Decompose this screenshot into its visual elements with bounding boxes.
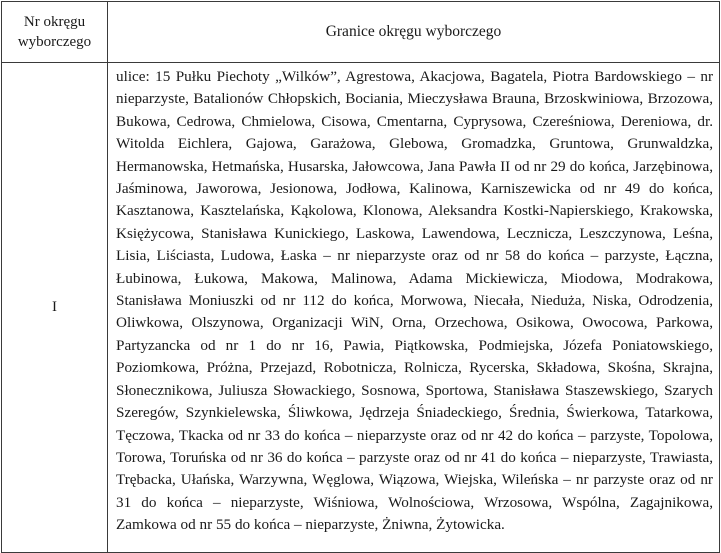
table-header-row [2,2,720,63]
district-number-cell: I [2,63,108,553]
district-boundaries-cell: ulice: 15 Pułku Piechoty „Wilków”, Agrestowa, Akacjowa, Bagatela, Piotra Bardowskiego – nr nieparzyste, Batalionów Chłopskich, Bociania, Mieczysława Brauna, Brzoskwiniowa, Brzozowa, Bukowa, Cedrowa, Chmielowa, Cisowa, Cmentarna, Cyprysowa, Czereśniowa, Dereniowa, dr. Witolda Eichlera, Gajowa, Garażowa, Glebowa, Gromadzka, Gruntowa, Grunwaldzka, Hermanowska, Hetmańska, Husarska, Jałowcowa, Jana Pawła II od nr 29 do końca, Jarzębinowa, Jaśminowa, Jaworowa, Jesionowa, Jodłowa, Kalinowa, Karniszewicka od nr 49 do końca, Kasztanowa, Kasztelańska, Kąkolowa, Klonowa, Aleksandra Kostki-Napierskiego, Krakowska, Księżycowa, Stanisława Kunickiego, Laskowa, Lawendowa, Lecznicza, Leszczynowa, Leśna, Lisia, Liściasta, Ludowa, Łaska – nr nieparzyste oraz od nr 58 do końca – parzyste, Łączna, Łubinowa, Łukowa, Makowa, Malinowa, Adama Mickiewicza, Miodowa, Modrakowa, Stanisława Moniuszki od nr 112 do końca, Morwowa, Niecała, Nieduża, Niska, Odrodzenia, Oliwkowa, Olszynowa, Organizacji WiN, Orna, Orzechowa, Osikowa, Owocowa, Parkowa, Partyzancka od nr 1 do nr 16, Pawia, Piątkowska, Podmiejska, Józefa Poniatowskiego, Poziomkowa, Próżna, Przejazd, Robotnicza, Rolnicza, Rycerska, Składowa, Skośna, Skrajna, Słonecznikowa, Juliusza Słowackiego, Sosnowa, Sportowa, Stanisława Staszewskiego, Szarych Szeregów, Szynkielewska, Śliwkowa, Jędrzeja Śniadeckiego, Średnia, Świerkowa, Tatarkowa, Tęczowa, Tkacka od nr 33 do końca – nieparzyste oraz od nr 42 do końca – parzyste, Topolowa, Torowa, Toruńska od nr 36 do końca – parzyste oraz od nr 41 do końca – nieparzyste, Trawiasta, Trębacka, Ułańska, Warzywna, Węglowa, Wiązowa, Wiejska, Wileńska – nr parzyste oraz od nr 31 do końca – nieparzyste, Wiśniowa, Wolnościowa, Wrzosowa, Wspólna, Zagajnikowa, Zamkowa od nr 55 do końca – nieparzyste, Żniwna, Żytowicka. [108,63,720,553]
electoral-district-table [1,1,720,553]
table-row [2,63,720,553]
district-number-header: Nr okręgu wyborczego [2,2,108,63]
district-boundaries-header: Granice okręgu wyborczego [108,2,720,63]
